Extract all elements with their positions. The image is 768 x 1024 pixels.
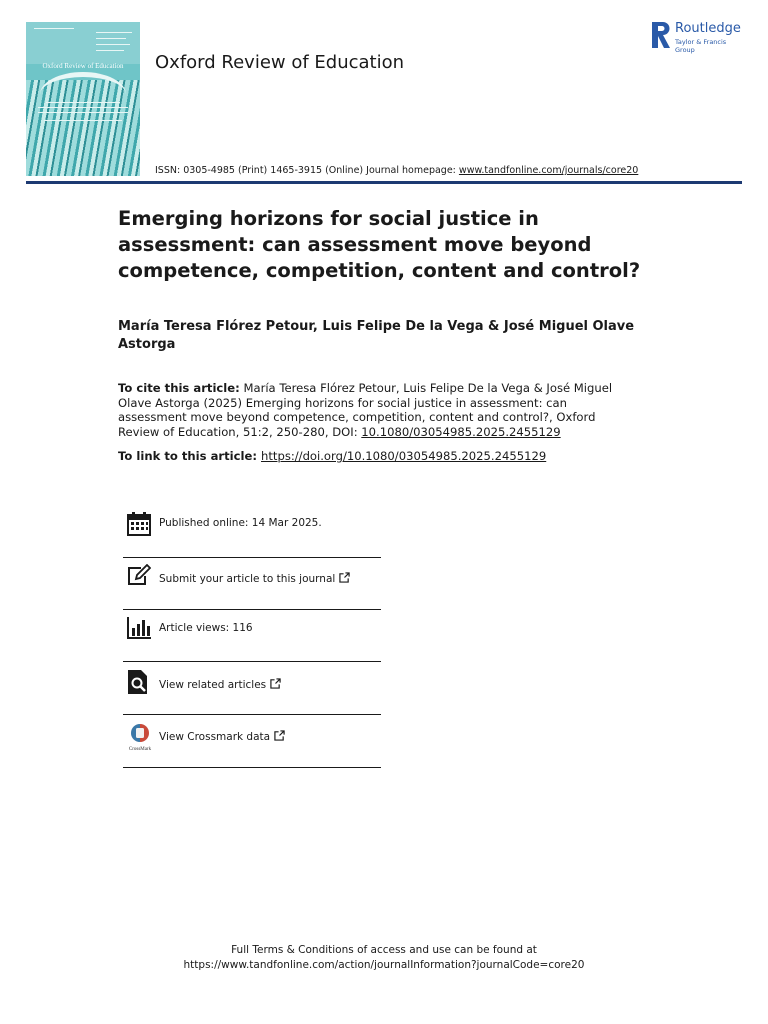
submit-article-label: Submit your article to this journal [159, 573, 336, 585]
article-link-row [118, 449, 638, 463]
search-document-icon [127, 670, 151, 694]
bar-chart-icon [127, 616, 151, 640]
issn-line [155, 165, 638, 176]
journal-cover-image [26, 22, 140, 176]
submit-article-link[interactable] [159, 572, 350, 585]
submit-article-row[interactable] [123, 557, 381, 610]
footer [0, 943, 768, 972]
cite-text: María Teresa Flórez Petour, Luis Felipe De la Vega & José Miguel Olave Astorga (2025) Emerging horizons for social justice in assessment: can assessment move beyond competence, competition, content and control?, Oxford Review of Education, 51:2, 250-280, DOI: [118, 381, 613, 439]
footer-terms-url[interactable]: https://www.tandfonline.com/action/journalInformation?journalCode=core20 [183, 958, 585, 971]
cite-label: To cite this article: [118, 381, 240, 395]
header-divider [26, 181, 742, 184]
published-date: Published online: 14 Mar 2025. [159, 517, 322, 529]
article-title: Emerging horizons for social justice in assessment: can assessment move beyond competence, competition, content and control? [118, 207, 641, 282]
related-articles-row[interactable] [123, 662, 381, 715]
cover-title: Oxford Review of Education [42, 62, 124, 70]
publisher-logo[interactable] [652, 20, 748, 54]
link-label: To link to this article: [118, 449, 262, 463]
external-link-icon [270, 678, 281, 689]
published-row [123, 505, 381, 558]
issn-text: ISSN: 0305-4985 (Print) 1465-3915 (Online) Journal homepage: [155, 165, 459, 176]
crossmark-logo [127, 723, 153, 751]
calendar-icon [127, 512, 151, 536]
journal-name[interactable]: Oxford Review of Education [155, 52, 405, 73]
crossmark-row[interactable] [123, 715, 381, 768]
doi-link[interactable]: 10.1080/03054985.2025.2455129 [361, 424, 561, 439]
publisher-name: Routledge [675, 21, 741, 36]
article-views-row [123, 609, 381, 662]
edit-icon [127, 564, 151, 588]
related-articles-label: View related articles [159, 679, 267, 691]
article-views: Article views: 116 [159, 622, 253, 634]
crossmark-logo-text: CrossMark [128, 747, 152, 752]
external-link-icon [274, 730, 285, 741]
routledge-logo-icon [652, 22, 670, 48]
related-articles-link[interactable] [159, 678, 281, 691]
crossmark-label: View Crossmark data [159, 731, 271, 743]
publisher-subtitle: Taylor & Francis Group [675, 38, 727, 54]
footer-terms-text: Full Terms & Conditions of access and use can be found at [231, 944, 537, 956]
crossmark-link[interactable] [159, 730, 285, 743]
crossmark-icon [127, 723, 153, 745]
article-url-link[interactable]: https://doi.org/10.1080/03054985.2025.2455129 [261, 449, 547, 463]
external-link-icon [339, 572, 350, 583]
article-authors: María Teresa Flórez Petour, Luis Felipe De la Vega & José Miguel Olave Astorga [118, 319, 635, 352]
journal-homepage-link[interactable]: www.tandfonline.com/journals/core20 [458, 165, 639, 176]
citation-block [118, 381, 638, 439]
